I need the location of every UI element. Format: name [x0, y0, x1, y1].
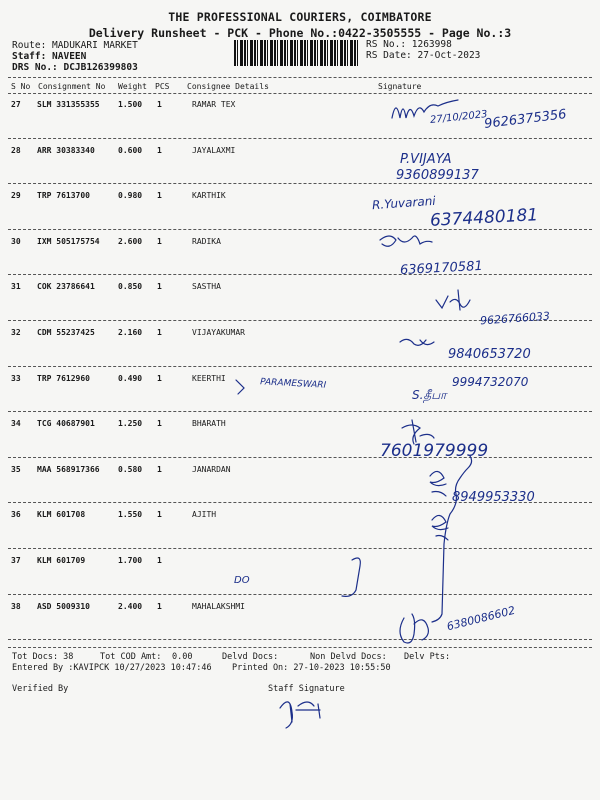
handwritten-phone: 6380086602	[445, 603, 517, 634]
cell-pcs: 1	[157, 601, 162, 611]
cell-weight: 0.580	[118, 464, 143, 474]
cell-sno: 33	[11, 373, 21, 383]
cell-consignee: RADIKA	[192, 236, 221, 246]
non-delivered-docs: Non Delvd Docs:	[310, 652, 387, 662]
cell-pcs: 1	[157, 373, 162, 383]
cell-sno: 30	[11, 236, 21, 246]
cell-consignee: AJITH	[192, 510, 217, 520]
handwritten-note: DO	[234, 575, 250, 586]
cell-consignment: SLM 331355355	[37, 100, 100, 109]
cell-consignee: BHARATH	[192, 419, 226, 429]
cell-weight: 0.600	[118, 145, 143, 155]
signature-scribble	[400, 614, 428, 643]
drs-number: DRS No.: DCJB126399803	[12, 62, 138, 73]
cell-sno: 27	[11, 100, 21, 109]
rs-number: RS No.: 1263998	[366, 39, 452, 50]
cell-pcs: 1	[157, 236, 162, 246]
col-signature: Signature	[378, 82, 422, 91]
handwritten-phone: 8949953330	[452, 490, 535, 505]
cell-weight: 2.600	[118, 236, 143, 246]
cell-consignee: RAMAR TEX	[192, 100, 236, 109]
cell-consignee: KEERTHI	[192, 373, 226, 383]
cell-weight: 1.700	[118, 556, 143, 565]
cell-weight: 0.490	[118, 373, 143, 383]
entered-by: Entered By :KAVIPCK 10/27/2023 10:47:46	[12, 663, 212, 673]
cell-pcs: 1	[157, 100, 162, 109]
cell-weight: 1.550	[118, 510, 143, 520]
cell-sno: 37	[11, 556, 21, 565]
handwritten-phone: 9360899137	[396, 168, 479, 183]
signature-scribble	[432, 515, 448, 540]
cell-sno: 36	[11, 510, 21, 520]
staff-signature-scribble	[280, 702, 320, 728]
handwritten-phone: 6374480181	[429, 205, 539, 231]
verified-by: Verified By	[12, 684, 69, 694]
cell-sno: 35	[11, 464, 21, 474]
cell-consignment: TCG 40687901	[37, 419, 95, 429]
cell-consignment: TRP 7612960	[37, 373, 90, 383]
cell-consignee: MAHALAKSHMI	[192, 601, 245, 611]
signature-scribble	[400, 339, 434, 345]
cell-consignment: ARR 30383340	[37, 145, 95, 155]
footer-divider	[8, 647, 592, 648]
cell-pcs: 1	[157, 191, 162, 201]
cell-consignment: MAA 568917366	[37, 464, 100, 474]
handwritten-phone: 9626766033	[479, 309, 551, 328]
cell-consignment: CDM 55237425	[37, 328, 95, 337]
cell-consignment: KLM 601708	[37, 510, 86, 520]
cell-sno: 34	[11, 419, 21, 429]
company-title: THE PROFESSIONAL COURIERS, COIMBATORE	[168, 10, 432, 24]
runsheet-subtitle: Delivery Runsheet - PCK - Phone No.:0422-3505555 - Page No.:3	[88, 26, 512, 40]
signature-scribble	[436, 290, 470, 310]
cell-pcs: 1	[157, 556, 162, 565]
total-cod-value: 0.00	[172, 652, 193, 662]
cell-pcs: 1	[157, 282, 162, 292]
cell-consignee: KARTHIK	[192, 191, 226, 201]
delivery-points: Delv Pts:	[404, 652, 451, 662]
staff-signature-label: Staff Signature	[268, 684, 345, 694]
signature-scribble	[380, 236, 432, 246]
cell-weight: 1.500	[118, 100, 143, 109]
cell-pcs: 1	[157, 510, 162, 520]
signature-scribble	[342, 558, 360, 596]
handwritten-name: P.VIJAYA	[400, 152, 452, 167]
total-cod-label: Tot COD Amt:	[100, 652, 162, 662]
handwritten-date: 27/10/2023	[429, 109, 489, 126]
cell-consignee: JANARDAN	[192, 464, 231, 474]
cell-sno: 28	[11, 145, 21, 155]
handwritten-name: PARAMESWARI	[259, 377, 327, 391]
cell-pcs: 1	[157, 464, 162, 474]
col-sno: S No	[11, 82, 31, 91]
handwritten-phone: 9840653720	[448, 347, 531, 362]
handwritten-phone: 9994732070	[452, 375, 529, 389]
handwritten-name: R.Yuvarani	[371, 193, 437, 213]
handwritten-phone: 6369170581	[399, 258, 484, 279]
cell-pcs: 1	[157, 145, 162, 155]
handwritten-phone: 9626375356	[483, 107, 568, 132]
col-weight: Weight	[118, 82, 147, 91]
cell-weight: 2.400	[118, 601, 143, 611]
cell-consignment: COK 23786641	[37, 282, 95, 292]
handwritten-signature: S.தீபா	[412, 388, 447, 402]
signature-scribble	[392, 100, 458, 118]
signature-scribble	[236, 380, 244, 394]
col-consignee: Consignee Details	[187, 82, 269, 91]
cell-weight: 0.850	[118, 282, 143, 292]
handwritten-phone: 7601979999	[380, 441, 489, 461]
cell-consignee: SASTHA	[192, 282, 221, 292]
route-label: Route: MADUKARI MARKET	[12, 40, 138, 51]
col-consignment: Consignment No	[38, 82, 106, 91]
cell-weight: 0.980	[118, 191, 143, 201]
cell-weight: 2.160	[118, 328, 143, 337]
cell-weight: 1.250	[118, 419, 143, 429]
total-docs: Tot Docs: 38	[12, 652, 74, 662]
signature-scribble	[402, 420, 434, 444]
cell-consignment: IXM 505175754	[37, 236, 100, 246]
cell-consignee: VIJAYAKUMAR	[192, 328, 245, 337]
signature-scribble	[430, 471, 446, 496]
printed-on: Printed On: 27-10-2023 10:55:50	[232, 663, 391, 673]
cell-consignment: ASD 5009310	[37, 601, 90, 611]
cell-consignee: JAYALAXMI	[192, 145, 236, 155]
cell-sno: 31	[11, 282, 21, 292]
staff-label: Staff: NAVEEN	[12, 51, 87, 62]
cell-consignment: KLM 601709	[37, 556, 86, 565]
delivered-docs: Delvd Docs:	[222, 652, 279, 662]
cell-sno: 29	[11, 191, 21, 201]
col-pcs: PCS	[155, 82, 170, 91]
cell-pcs: 1	[157, 328, 162, 337]
rs-date: RS Date: 27-Oct-2023	[366, 50, 481, 61]
cell-sno: 32	[11, 328, 21, 337]
cell-sno: 38	[11, 601, 21, 611]
cell-pcs: 1	[157, 419, 162, 429]
cell-consignment: TRP 7613700	[37, 191, 90, 201]
